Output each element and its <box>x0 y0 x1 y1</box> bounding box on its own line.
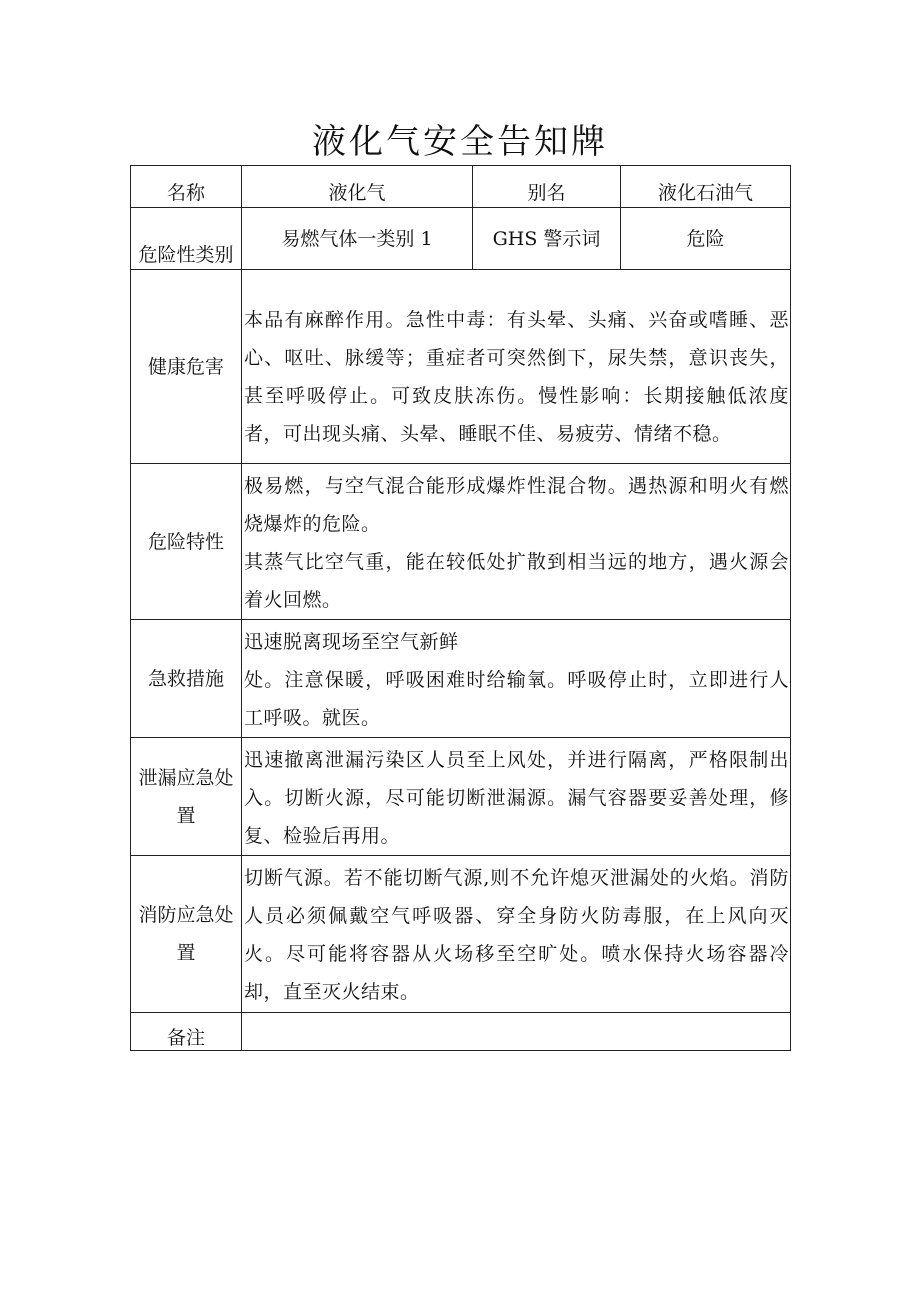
first-aid-row <box>131 620 791 738</box>
safety-notice-table <box>130 165 791 1051</box>
leak-response-text: 迅速撤离泄漏污染区人员至上风处，并进行隔离，严格限制出入。切断火源，尽可能切断泄漏源。漏气容器要妥善处理，修复、检验后再用。 <box>242 738 791 856</box>
hazard-class-value: 易燃气体一类别 1 <box>242 208 473 270</box>
name-label: 名称 <box>131 166 242 208</box>
remarks-label: 备注 <box>131 1013 242 1051</box>
remarks-row <box>131 1013 791 1051</box>
leak-response-label: 泄漏应急处置 <box>131 738 242 856</box>
health-hazard-row <box>131 270 791 464</box>
hazard-properties-paragraph: 极易燃，与空气混合能形成爆炸性混合物。遇热源和明火有燃烧爆炸的危险。 <box>244 475 789 535</box>
fire-response-label: 消防应急处置 <box>131 856 242 1013</box>
name-row <box>131 166 791 208</box>
hazard-class-label: 危险性类别 <box>131 208 242 270</box>
remarks-value <box>242 1013 791 1051</box>
hazard-properties-text <box>242 464 791 620</box>
first-aid-paragraph: 迅速脱离现场至空气新鲜 <box>244 631 459 653</box>
hazard-properties-row <box>131 464 791 620</box>
hazard-class-row <box>131 208 791 270</box>
ghs-label: GHS 警示词 <box>473 208 621 270</box>
first-aid-label: 急救措施 <box>131 620 242 738</box>
hazard-properties-label: 危险特性 <box>131 464 242 620</box>
first-aid-paragraph: 处。注意保暖，呼吸困难时给输氧。呼吸停止时，立即进行人工呼吸。就医。 <box>244 669 789 729</box>
name-value: 液化气 <box>242 166 473 208</box>
alias-value: 液化石油气 <box>621 166 791 208</box>
health-hazard-label: 健康危害 <box>131 270 242 464</box>
fire-response-row <box>131 856 791 1013</box>
hazard-properties-paragraph: 其蒸气比空气重，能在较低处扩散到相当远的地方，遇火源会着火回燃。 <box>244 551 789 611</box>
fire-response-text: 切断气源。若不能切断气源,则不允许熄灭泄漏处的火焰。消防人员必须佩戴空气呼吸器、穿全身防火防毒服，在上风向灭火。尽可能将容器从火场移至空旷处。喷水保持火场容器冷却，直至灭火结束。 <box>242 856 791 1013</box>
health-hazard-text: 本品有麻醉作用。急性中毒：有头晕、头痛、兴奋或嗜睡、恶心、呕吐、脉缓等；重症者可突然倒下，尿失禁，意识丧失，甚至呼吸停止。可致皮肤冻伤。慢性影响：长期接触低浓度者，可出现头痛、头晕、睡眠不佳、易疲劳、情绪不稳。 <box>242 270 791 464</box>
ghs-value: 危险 <box>621 208 791 270</box>
alias-label: 别名 <box>473 166 621 208</box>
first-aid-text <box>242 620 791 738</box>
page-title: 液化气安全告知牌 <box>312 122 608 162</box>
leak-response-row <box>131 738 791 856</box>
